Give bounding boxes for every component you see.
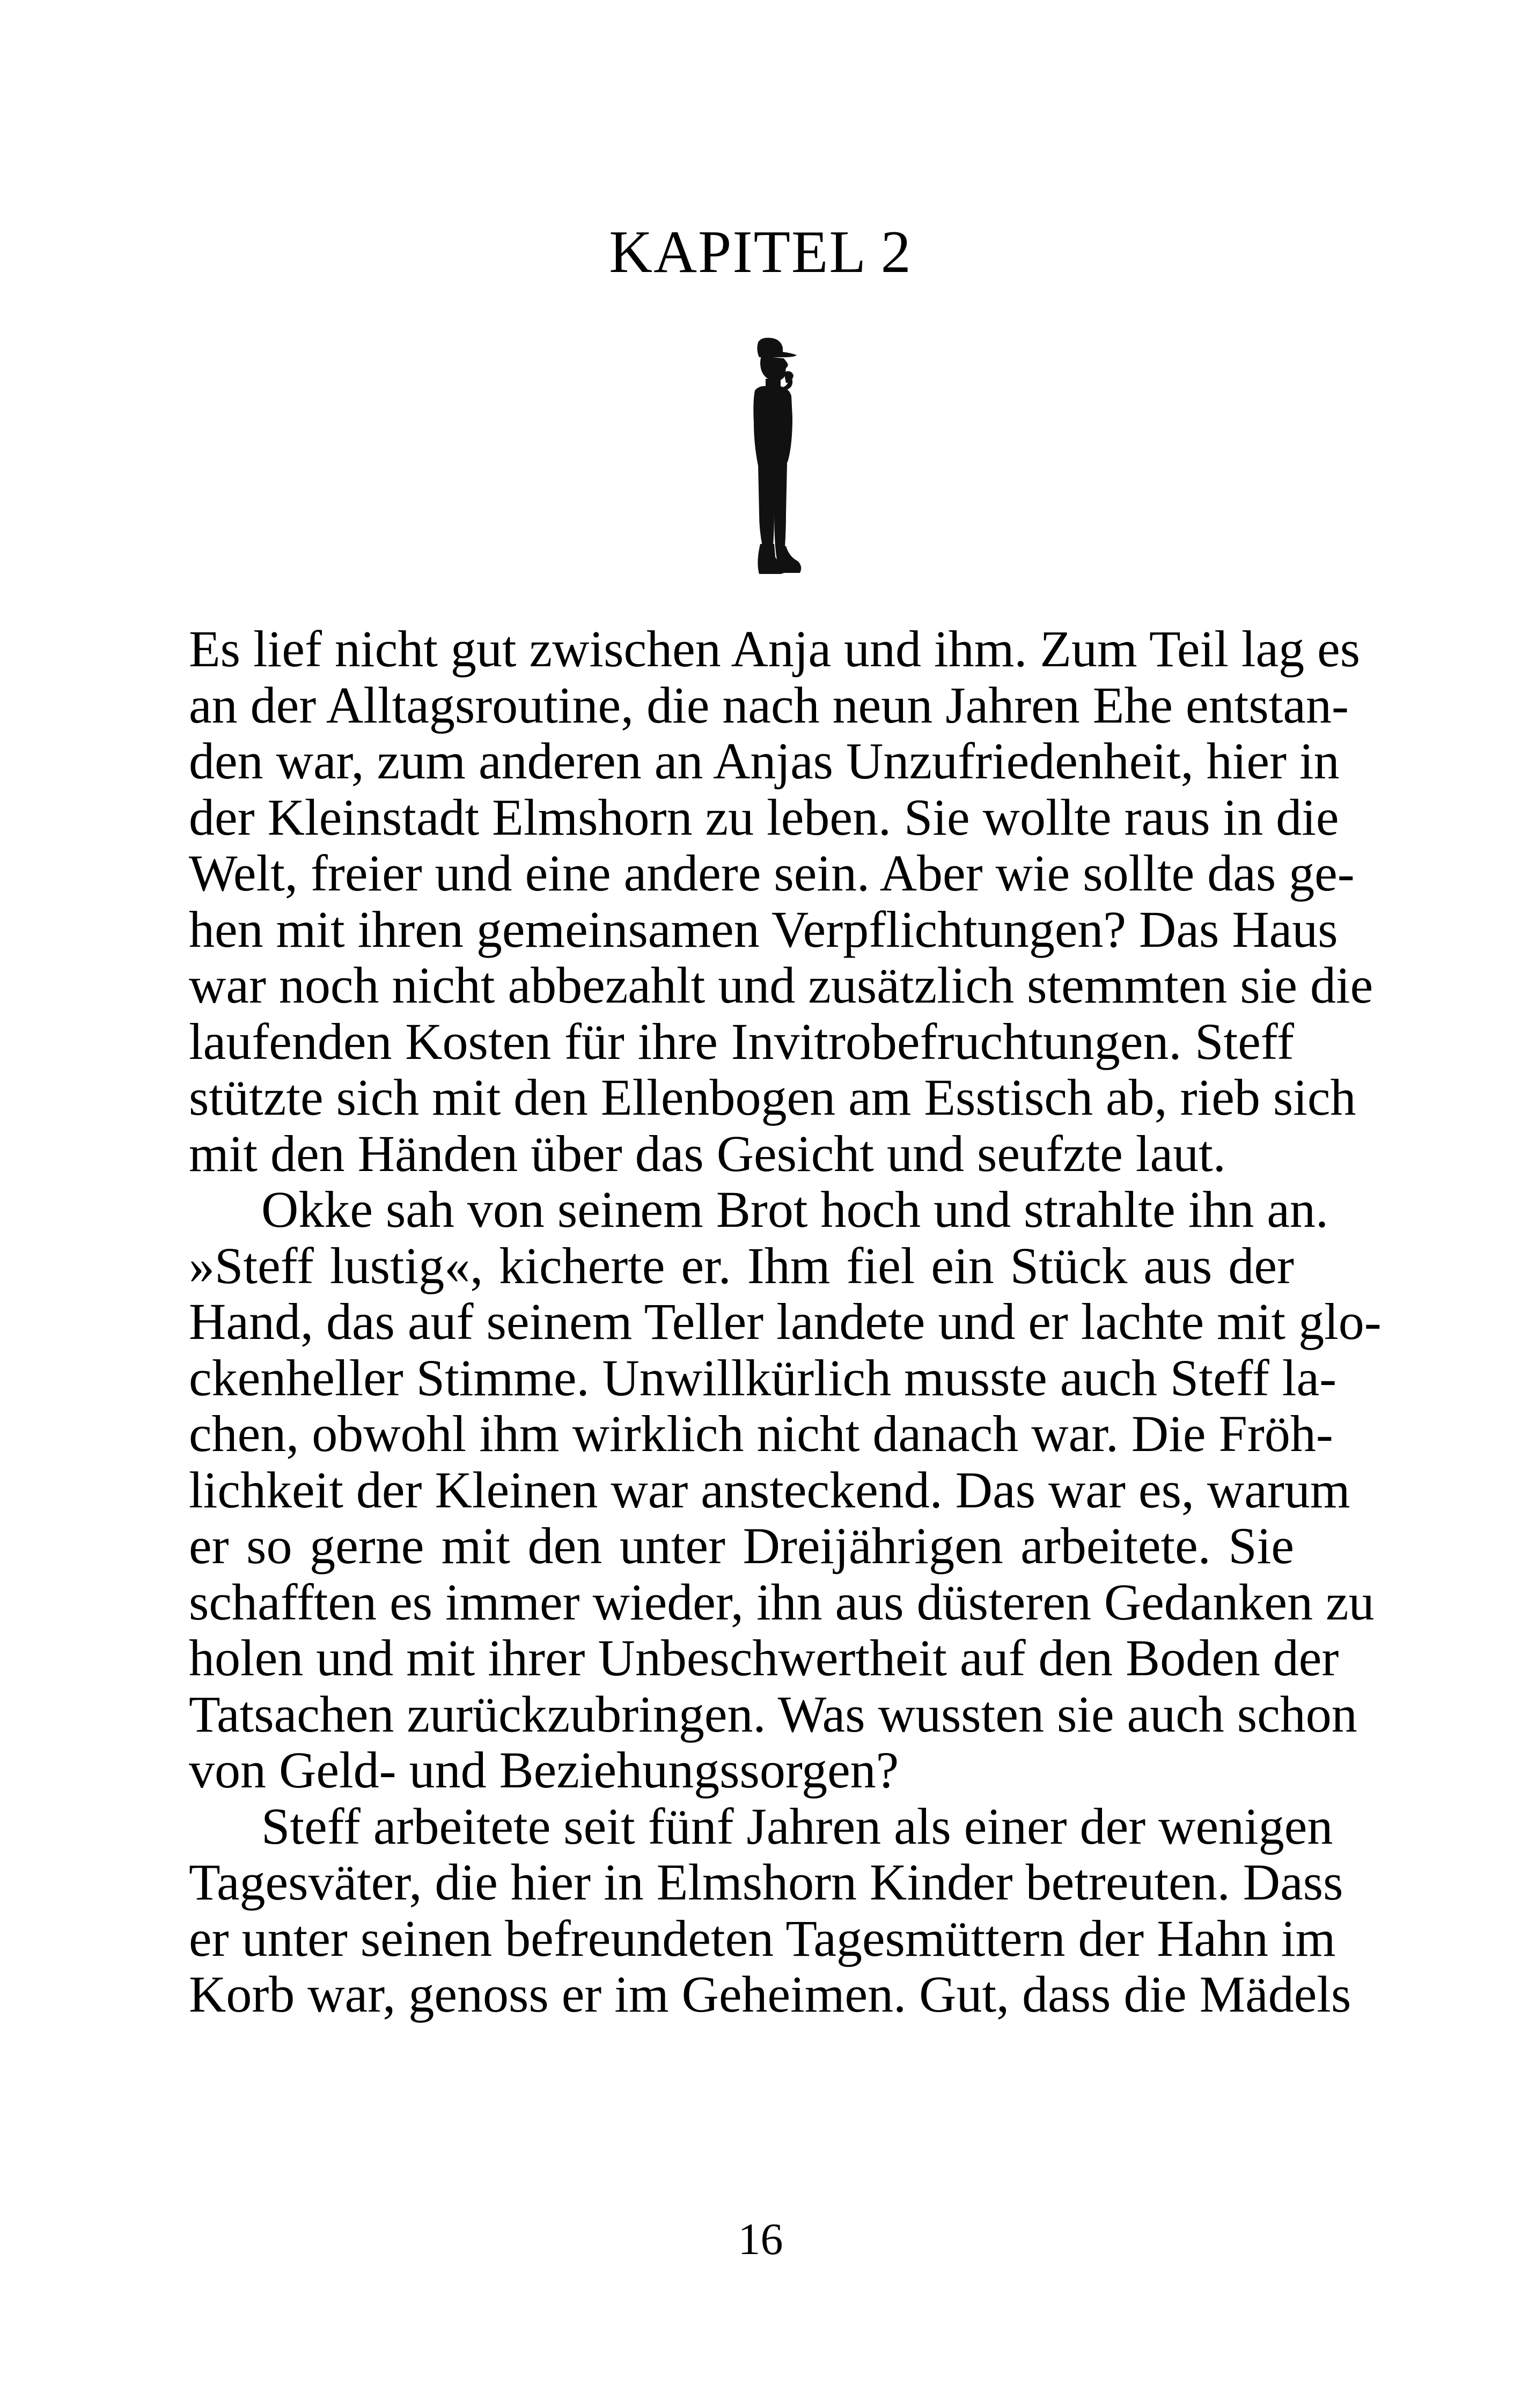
text-line: er unter seinen befreundeten Tagesmüttern der Hahn im	[189, 1909, 1336, 1967]
text-line: schafften es immer wieder, ihn aus düsteren Gedanken zu	[189, 1573, 1375, 1631]
text-line: holen und mit ihrer Unbeschwertheit auf den Boden der	[189, 1629, 1339, 1687]
text-line: der Kleinstadt Elmshorn zu leben. Sie wollte raus in die	[189, 788, 1339, 846]
chapter-title: KAPITEL 2	[609, 219, 912, 285]
text-line: Korb war, genoss er im Geheimen. Gut, dass die Mädels	[189, 1965, 1351, 2023]
text-line: stützte sich mit den Ellenbogen am Esstisch ab, rieb sich	[189, 1069, 1356, 1126]
child-silhouette-icon	[743, 337, 807, 576]
text-line: hen mit ihren gemeinsamen Verpflichtungen? Das Haus	[189, 900, 1338, 958]
page-number: 16	[738, 2214, 783, 2264]
paragraph	[189, 1181, 1382, 1799]
text-line: Hand, das auf seinem Teller landete und er lachte mit glo-	[189, 1293, 1382, 1350]
paragraph	[189, 1797, 1351, 2023]
body-text	[189, 620, 1382, 2023]
text-line: war noch nicht abbezahlt und zusätzlich stemmten sie die	[189, 956, 1373, 1014]
text-line: »Steff lustig«, kicherte er. Ihm fiel ein Stück aus der	[189, 1236, 1294, 1294]
text-line: Es lief nicht gut zwischen Anja und ihm. Zum Teil lag es	[189, 620, 1361, 678]
text-line: den war, zum anderen an Anjas Unzufriedenheit, hier in	[189, 732, 1340, 790]
text-line: lichkeit der Kleinen war ansteckend. Das war es, warum	[189, 1461, 1350, 1519]
paragraph	[189, 620, 1373, 1182]
text-line: ckenheller Stimme. Unwillkürlich musste auch Steff la-	[189, 1349, 1337, 1406]
text-line: mit den Händen über das Gesicht und seufzte laut.	[189, 1124, 1226, 1182]
text-line: Tatsachen zurückzubringen. Was wussten sie auch schon	[189, 1685, 1357, 1743]
text-line: Steff arbeitete seit fünf Jahren als einer der wenigen	[261, 1797, 1333, 1855]
text-line: Welt, freier und eine andere sein. Aber wie sollte das ge-	[189, 844, 1355, 902]
text-line: Okke sah von seinem Brot hoch und strahlte ihn an.	[261, 1181, 1328, 1238]
text-line: von Geld- und Beziehungssorgen?	[189, 1741, 899, 1799]
text-line: an der Alltagsroutine, die nach neun Jahren Ehe entstan-	[189, 676, 1349, 734]
text-line: chen, obwohl ihm wirklich nicht danach war. Die Fröh-	[189, 1405, 1333, 1462]
text-line: er so gerne mit den unter Dreijährigen arbeitete. Sie	[189, 1517, 1294, 1574]
text-line: laufenden Kosten für ihre Invitrobefruchtungen. Steff	[189, 1012, 1294, 1070]
text-line: Tagesväter, die hier in Elmshorn Kinder betreuten. Dass	[189, 1853, 1343, 1911]
